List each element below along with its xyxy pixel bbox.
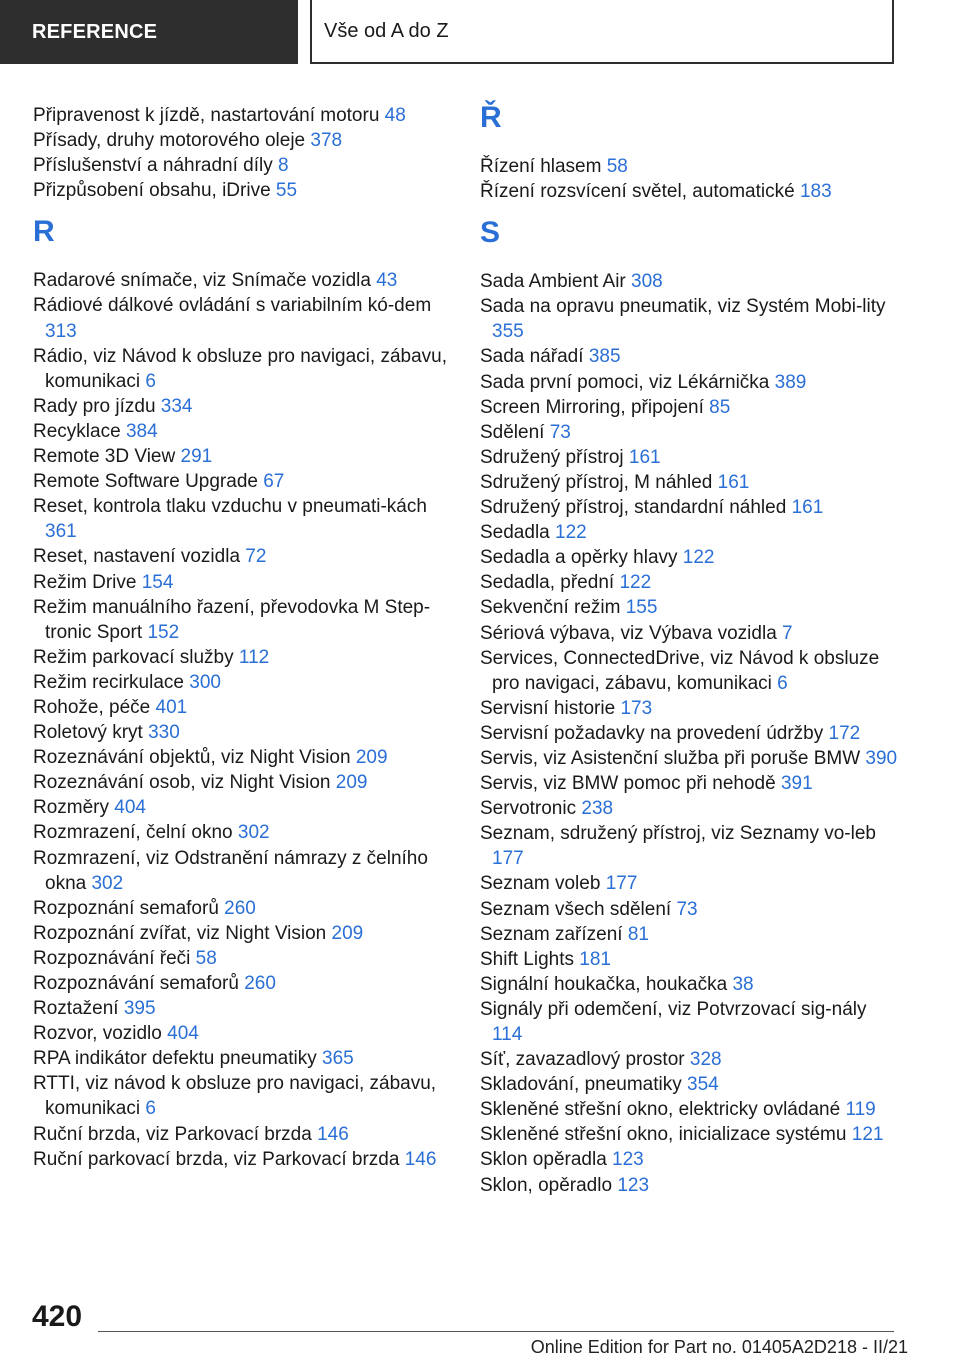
- index-entry: [33, 670, 453, 695]
- page-reference-link[interactable]: 161: [717, 471, 750, 493]
- page-reference-link[interactable]: 378: [310, 130, 343, 152]
- index-entry-text: RTTI, viz návod k obsluze pro navigaci, zábavu, komunikaci: [33, 1073, 437, 1120]
- index-entry: [480, 821, 900, 871]
- index-letter-heading: S: [480, 216, 501, 250]
- index-entry: [33, 595, 453, 645]
- page-reference-link[interactable]: 122: [619, 572, 652, 594]
- index-entry-text: Rohože, péče: [33, 696, 151, 718]
- index-entry: [480, 294, 900, 344]
- page-reference-link[interactable]: 390: [865, 747, 898, 769]
- page-reference-link[interactable]: 260: [244, 973, 276, 994]
- index-entry-text: Sdělení: [480, 421, 545, 443]
- index-entry-text: Seznam, sdružený přístroj, viz Seznamy vo-leb: [480, 823, 876, 845]
- index-entry: [480, 897, 900, 922]
- index-entry-text: Recyklace: [33, 420, 121, 442]
- index-entry-text: Řízení hlasem: [480, 156, 602, 177]
- index-entry: [33, 720, 453, 745]
- index-entry: [480, 420, 900, 445]
- page-reference-link[interactable]: 300: [189, 671, 221, 693]
- page-reference-link[interactable]: 177: [492, 848, 524, 870]
- page-reference-link[interactable]: 177: [605, 873, 638, 895]
- index-entry-text: Services, ConnectedDrive, viz Návod k obsluze pro navigaci, zábavu, komunikaci: [480, 647, 880, 694]
- page-reference-link[interactable]: 152: [147, 621, 180, 643]
- index-entry-text: Režim Drive: [33, 571, 137, 593]
- index-entry-text: Skladování, pneumatiky: [480, 1074, 682, 1096]
- page-reference-link[interactable]: 334: [160, 395, 193, 417]
- page-reference-link[interactable]: 114: [492, 1024, 523, 1045]
- index-entry-text: Sedadla: [480, 522, 550, 544]
- index-entry-text: Rozmrazení, čelní okno: [33, 822, 233, 844]
- index-entry: [33, 1071, 453, 1121]
- index-entry-text: Rozeznávání objektů, viz Night Vision: [33, 747, 351, 769]
- index-entry: [480, 746, 900, 771]
- index-entry: [480, 545, 900, 570]
- page-reference-link[interactable]: 328: [689, 1049, 722, 1071]
- page-reference-link[interactable]: 81: [627, 923, 649, 945]
- index-entry-text: Skleněné střešní okno, elektricky ovládané: [480, 1099, 841, 1121]
- index-entry: [33, 419, 453, 444]
- index-entry-text: Shift Lights: [480, 948, 574, 970]
- index-letter-heading: Ř: [480, 101, 502, 134]
- footer-edition: Online Edition for Part no. 01405A2D218 - II/21: [530, 1337, 908, 1357]
- section-tab: [0, 0, 298, 64]
- page-reference-link[interactable]: 172: [828, 722, 861, 744]
- index-entry-text: Seznam voleb: [480, 873, 601, 895]
- index-entry-text: Signální houkačka, houkačka: [480, 973, 728, 995]
- index-entry-text: Roztažení: [33, 998, 119, 1020]
- index-entry-text: Rádio, viz Návod k obsluze pro navigaci, zábavu, komunikaci: [33, 345, 448, 392]
- index-entry-text: Skleněné střešní okno, inicializace systému: [480, 1124, 847, 1146]
- index-entry: [33, 1122, 453, 1147]
- index-entry: [33, 469, 453, 494]
- index-entry-text: Sdružený přístroj: [480, 446, 624, 468]
- page-reference-link[interactable]: 6: [777, 672, 788, 694]
- index-entry: [480, 495, 900, 520]
- index-entry: [33, 846, 453, 896]
- index-entry: [480, 179, 900, 204]
- index-entry-text: Režim parkovací služby: [33, 646, 234, 668]
- index-column-left: [33, 103, 453, 1172]
- page-reference-link[interactable]: 395: [123, 998, 156, 1020]
- index-entry-text: Ruční brzda, viz Parkovací brzda: [33, 1123, 312, 1145]
- page-reference-link[interactable]: 365: [322, 1048, 354, 1070]
- page-reference-link[interactable]: 209: [331, 922, 364, 944]
- page-reference-link[interactable]: 302: [91, 872, 124, 894]
- index-entry-text: Sdružený přístroj, M náhled: [480, 471, 713, 493]
- section-label: REFERENCE: [32, 20, 158, 43]
- index-entry-text: Přísady, druhy motorového oleje: [33, 130, 306, 152]
- index-entry-text: Remote 3D View: [33, 446, 176, 468]
- page-reference-link[interactable]: 122: [555, 522, 587, 544]
- index-entry-text: Rádiové dálkové ovládání s variabilním kó-dem: [33, 295, 432, 317]
- index-entry-text: RPA indikátor defektu pneumatiky: [33, 1048, 317, 1070]
- index-entry-text: Sada nářadí: [480, 346, 584, 368]
- index-entry-text: Reset, kontrola tlaku vzduchu v pneumati-kách: [33, 496, 427, 518]
- chapter-title: Vše od A do Z: [324, 19, 449, 42]
- index-entry: [480, 1072, 900, 1097]
- index-entry-text: Screen Mirroring, připojení: [480, 396, 704, 418]
- index-entry: [33, 1147, 453, 1172]
- page-reference-link[interactable]: 43: [376, 270, 398, 292]
- index-entry: [33, 795, 453, 820]
- page-reference-link[interactable]: 161: [791, 497, 824, 519]
- index-entry: [33, 971, 453, 996]
- page-reference-link[interactable]: 48: [384, 105, 406, 126]
- index-entry: [480, 1147, 900, 1172]
- page-reference-link[interactable]: 401: [155, 696, 188, 718]
- index-entry: [480, 771, 900, 796]
- index-entry-text: Rozměry: [33, 797, 110, 819]
- page-reference-link[interactable]: 123: [617, 1174, 650, 1196]
- page-reference-link[interactable]: 308: [631, 271, 663, 293]
- index-entry-text: Signály při odemčení, viz Potvrzovací sig-nály: [480, 998, 867, 1020]
- index-entry: [480, 796, 900, 821]
- index-entry: [33, 128, 453, 153]
- index-entry: [480, 269, 900, 294]
- index-entry-text: Přizpůsobení obsahu, iDrive: [33, 180, 271, 202]
- index-entry: [33, 153, 453, 178]
- page-reference-link[interactable]: 146: [404, 1148, 437, 1170]
- index-entry: [33, 820, 453, 845]
- index-entry-text: Seznam zařízení: [480, 923, 623, 945]
- page-reference-link[interactable]: 313: [45, 320, 77, 342]
- index-entry-text: Servisní historie: [480, 697, 616, 719]
- index-entry-text: Rozpoznávání řeči: [33, 947, 191, 969]
- page-number: 420: [32, 1300, 83, 1333]
- page-reference-link[interactable]: 155: [625, 597, 658, 619]
- page-reference-link[interactable]: 146: [317, 1123, 349, 1145]
- page-reference-link[interactable]: 58: [606, 156, 628, 177]
- page-reference-link[interactable]: 260: [224, 897, 256, 919]
- index-entry: [480, 344, 900, 369]
- index-entry-text: Řízení rozsvícení světel, automatické: [480, 181, 795, 203]
- index-entry-text: Síť, zavazadlový prostor: [480, 1049, 685, 1071]
- page-reference-link[interactable]: 355: [492, 321, 524, 343]
- index-entry: [480, 997, 900, 1047]
- index-entry-text: Rady pro jízdu: [33, 395, 156, 417]
- index-entry-text: Sada na opravu pneumatik, viz Systém Mobi-lity: [480, 296, 886, 318]
- page-reference-link[interactable]: 7: [782, 622, 793, 644]
- index-entry: [480, 721, 900, 746]
- index-entry: [33, 178, 453, 203]
- index-entry: [33, 1046, 453, 1071]
- page-reference-link[interactable]: 154: [141, 571, 174, 593]
- index-entry-text: Servis, viz Asistenční služba při poruše BMW: [480, 747, 861, 769]
- index-entry-text: Remote Software Upgrade: [33, 471, 258, 493]
- index-entry-text: Servisní požadavky na provedení údržby: [480, 722, 824, 744]
- page-reference-link[interactable]: 119: [845, 1099, 876, 1121]
- page-reference-link[interactable]: 161: [628, 446, 661, 468]
- index-entry: [33, 921, 453, 946]
- index-entry-text: Připravenost k jízdě, nastartování motoru: [33, 105, 380, 126]
- index-entry: [33, 268, 453, 293]
- page-reference-link[interactable]: 385: [588, 346, 621, 368]
- index-entry-text: Reset, nastavení vozidla: [33, 546, 241, 568]
- index-entry: [480, 395, 900, 420]
- index-entry-text: Rozeznávání osob, viz Night Vision: [33, 772, 331, 794]
- index-entry-text: Rozpoznávání semaforů: [33, 973, 239, 994]
- index-entry: [480, 972, 900, 997]
- index-entry-text: Sada první pomoci, viz Lékárnička: [480, 371, 770, 393]
- index-entry-text: Sklon, opěradlo: [480, 1174, 613, 1196]
- index-entry: [480, 922, 900, 947]
- index-entry: [33, 103, 453, 128]
- index-entry: [33, 645, 453, 670]
- index-entry-text: Sériová výbava, viz Výbava vozidla: [480, 622, 777, 644]
- footer-divider: [98, 1331, 894, 1332]
- index-entry-text: Režim manuálního řazení, převodovka M Step-tronic Sport: [33, 596, 431, 643]
- page-reference-link[interactable]: 6: [145, 1098, 156, 1120]
- page-reference-link[interactable]: 122: [682, 547, 715, 569]
- index-entry: [480, 595, 900, 620]
- page-reference-link[interactable]: 55: [275, 180, 298, 202]
- index-entry: [480, 871, 900, 896]
- index-entry-text: Sklon opěradla: [480, 1149, 607, 1171]
- index-entry-text: Sedadla, přední: [480, 572, 615, 594]
- page-reference-link[interactable]: 6: [145, 370, 156, 392]
- index-entry: [33, 344, 453, 394]
- chapter-header: [310, 0, 894, 64]
- index-entry-text: Rozvor, vozidlo: [33, 1023, 162, 1045]
- index-entry: [33, 695, 453, 720]
- index-entry: [480, 1047, 900, 1072]
- index-entry-text: Rozmrazení, viz Odstranění námrazy z čelního okna: [33, 847, 428, 894]
- index-entry-text: Sada Ambient Air: [480, 271, 626, 293]
- index-entry: [480, 1173, 900, 1198]
- index-entry: [33, 1021, 453, 1046]
- page-reference-link[interactable]: 391: [780, 773, 813, 795]
- page-reference-link[interactable]: 38: [732, 973, 754, 995]
- page-reference-link[interactable]: 58: [195, 947, 217, 969]
- page-reference-link[interactable]: 73: [676, 898, 698, 920]
- page-reference-link[interactable]: 354: [687, 1074, 719, 1096]
- index-entry-text: Radarové snímače, viz Snímače vozidla: [33, 270, 371, 292]
- index-entry: [33, 494, 453, 544]
- page-reference-link[interactable]: 209: [355, 747, 388, 769]
- page-reference-link[interactable]: 121: [851, 1124, 884, 1146]
- index-entry: [33, 394, 453, 419]
- index-entry-text: Rozpoznání semaforů: [33, 897, 219, 919]
- index-entry: [480, 947, 900, 972]
- index-entry-text: Servis, viz BMW pomoc při nehodě: [480, 773, 776, 795]
- index-entry-text: Servotronic: [480, 798, 577, 820]
- index-entry: [480, 1097, 900, 1122]
- page-reference-link[interactable]: 404: [167, 1023, 199, 1045]
- index-entry-text: Roletový kryt: [33, 722, 143, 744]
- index-entry: [33, 745, 453, 770]
- index-entry: [480, 445, 900, 470]
- page-reference-link[interactable]: 238: [581, 798, 614, 820]
- index-entry: [33, 946, 453, 971]
- page-reference-link[interactable]: 183: [799, 181, 832, 203]
- index-entry: [480, 1122, 900, 1147]
- index-entry-text: Seznam všech sdělení: [480, 898, 672, 920]
- page-reference-link[interactable]: 291: [180, 446, 213, 468]
- page-reference-link[interactable]: 181: [579, 948, 611, 970]
- page-reference-link[interactable]: 330: [148, 722, 180, 744]
- page-reference-link[interactable]: 302: [237, 822, 270, 844]
- index-entry-text: Sdružený přístroj, standardní náhled: [480, 497, 787, 519]
- index-entry: [480, 621, 900, 646]
- index-entry: [33, 770, 453, 795]
- index-letter-heading: R: [33, 215, 55, 249]
- page-reference-link[interactable]: 85: [709, 396, 731, 418]
- page-reference-link[interactable]: 389: [774, 371, 807, 393]
- index-entry: [480, 370, 900, 395]
- index-entry: [480, 154, 900, 179]
- index-entry-text: Režim recirkulace: [33, 671, 184, 693]
- page-reference-link[interactable]: 8: [278, 155, 289, 177]
- index-entry-text: Příslušenství a náhradní díly: [33, 155, 273, 177]
- index-column-right: [480, 103, 900, 1198]
- index-entry: [33, 544, 453, 569]
- page-reference-link[interactable]: 72: [245, 546, 267, 568]
- index-entry: [33, 996, 453, 1021]
- index-entry-text: Rozpoznání zvířat, viz Night Vision: [33, 922, 327, 944]
- index-entry-text: Sedadla a opěrky hlavy: [480, 547, 678, 569]
- page-reference-link[interactable]: 173: [620, 697, 653, 719]
- index-entry: [33, 570, 453, 595]
- index-entry-text: Ruční parkovací brzda, viz Parkovací brzda: [33, 1148, 400, 1170]
- index-entry-text: Sekvenční režim: [480, 597, 621, 619]
- index-entry: [480, 570, 900, 595]
- page-reference-link[interactable]: 73: [549, 421, 571, 443]
- index-entry: [480, 646, 900, 696]
- page-reference-link[interactable]: 112: [238, 646, 270, 668]
- index-entry: [33, 896, 453, 921]
- page-reference-link[interactable]: 384: [125, 420, 158, 442]
- page-reference-link[interactable]: 67: [263, 471, 285, 493]
- index-entry: [480, 470, 900, 495]
- index-entry: [480, 520, 900, 545]
- page-reference-link[interactable]: 404: [114, 797, 146, 819]
- page-reference-link[interactable]: 209: [335, 772, 368, 794]
- index-entry: [33, 444, 453, 469]
- index-entry: [33, 293, 453, 343]
- page-reference-link[interactable]: 361: [45, 521, 77, 543]
- page-reference-link[interactable]: 123: [612, 1149, 644, 1171]
- index-entry: [480, 696, 900, 721]
